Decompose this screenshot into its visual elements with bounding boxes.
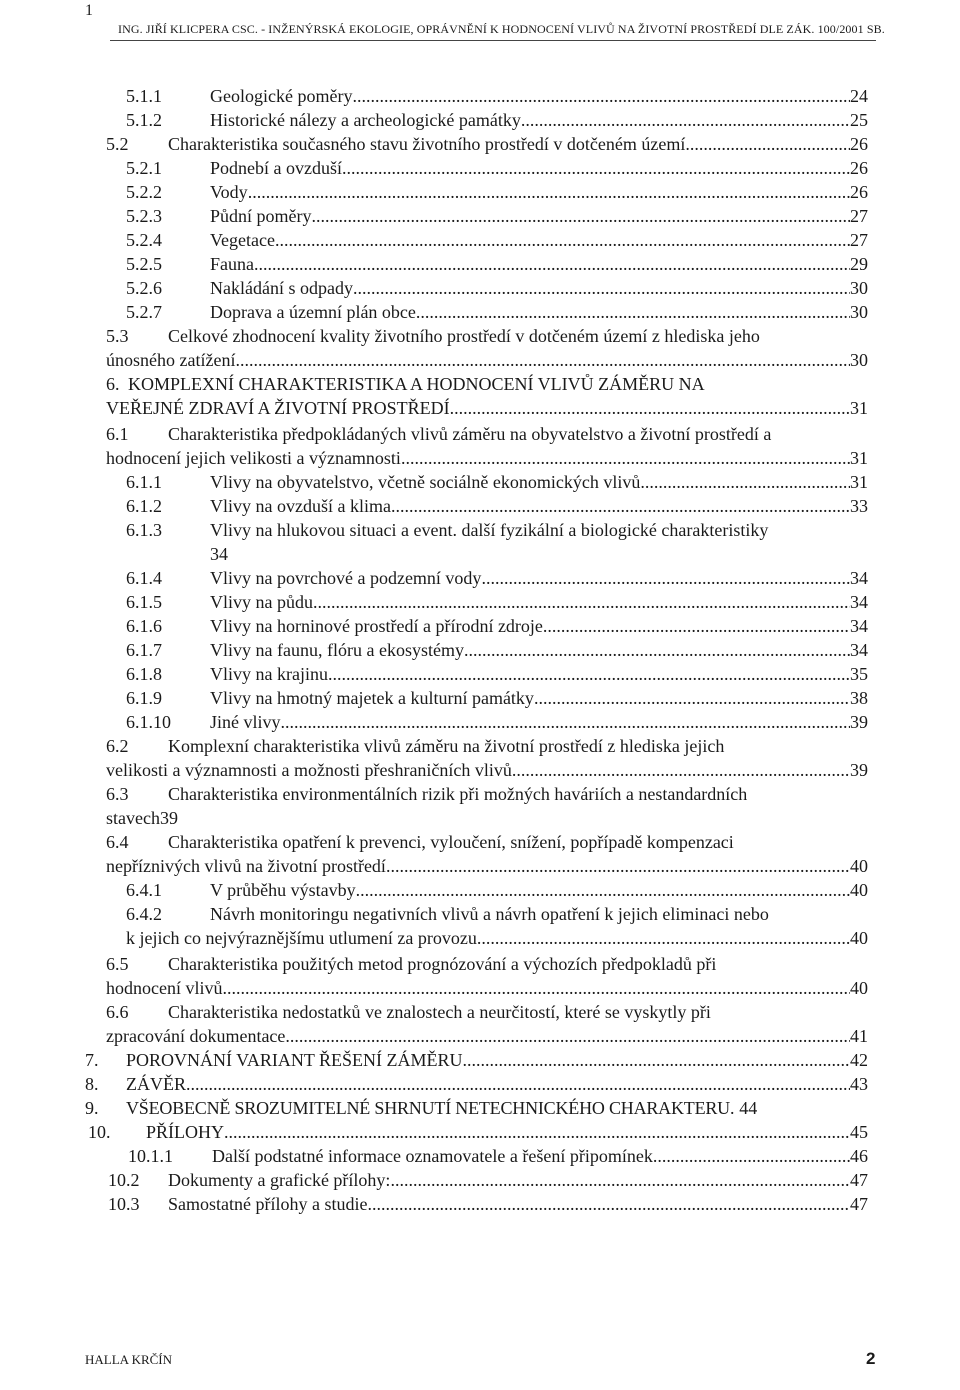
toc-label: POROVNÁNÍ VARIANT ŘEŠENÍ ZÁMĚRU [126, 1050, 463, 1070]
toc-page: 24 [850, 86, 868, 106]
toc-page: 40 [850, 978, 868, 998]
toc-label: stavech [106, 808, 160, 828]
toc-label: Vlivy na hlukovou situaci a event. další fyzikální a biologické charakteristiky [210, 520, 769, 540]
toc-number: 6.1.3 [126, 520, 162, 540]
toc-label: Samostatné přílohy a studie [168, 1194, 368, 1214]
toc-page: 42 [850, 1050, 868, 1070]
toc-label-line: Návrh monitoringu negativních vlivů a návrh opatření k jejich eliminaci nebo [210, 904, 769, 924]
toc-label: Historické nálezy a archeologické památky [210, 110, 521, 130]
toc-number: 6.3 [106, 784, 129, 804]
toc-number: 10.2 [108, 1170, 140, 1190]
toc-label: Jiné vlivy [210, 712, 281, 732]
toc-page: 46 [850, 1146, 868, 1166]
toc-page: 30 [850, 350, 868, 370]
toc-label: Nakládání s odpady [210, 278, 353, 298]
toc-page: 40 [850, 880, 868, 900]
page-header: ING. JIŘÍ KLICPERA CSC. - INŽENÝRSKÁ EKOLOGIE, OPRÁVNĚNÍ K HODNOCENÍ VLIVŮ NA ŽIVOTNÍ PROSTŘEDÍ DLE ZÁK. 100/2001 SB. [118, 22, 885, 36]
toc-page: 26 [850, 182, 868, 202]
toc-label-line: Charakteristika nedostatků ve znalostech a neurčitostí, které se vyskytly při [168, 1002, 711, 1022]
footer-author: HALLA KRČÍN [85, 1352, 173, 1367]
toc-page: 34 [850, 640, 868, 660]
toc-page: 26 [850, 158, 868, 178]
toc-label: Vlivy na obyvatelstvo, včetně sociálně ekonomických vlivů [210, 472, 641, 492]
toc-label: hodnocení jejich velikosti a významnosti [106, 448, 401, 468]
toc-number: 10.3 [108, 1194, 140, 1214]
toc-page: 47 [850, 1170, 868, 1190]
toc-number: 6.2 [106, 736, 129, 756]
toc-page: 45 [850, 1122, 868, 1142]
toc-label: Vlivy na hmotný majetek a kulturní památky [210, 688, 534, 708]
toc-page: 30 [850, 302, 868, 322]
toc-page: 44 [739, 1098, 758, 1118]
toc-label: zpracování dokumentace [106, 1026, 286, 1046]
toc-number: 6.1.6 [126, 616, 162, 636]
toc-page: 34 [210, 544, 228, 564]
toc-page: 29 [850, 254, 868, 274]
toc-page: 34 [850, 568, 868, 588]
toc-label: ZÁVĚR [126, 1074, 186, 1094]
toc-page: 34 [850, 592, 868, 612]
toc-label: únosného zatížení [106, 350, 236, 370]
toc-page: 40 [850, 928, 868, 948]
toc-label: Vody [210, 182, 248, 202]
toc-label-line: Celkové zhodnocení kvality životního prostředí v dotčeném území z hlediska jeho [168, 326, 760, 346]
toc-page: 26 [850, 134, 868, 154]
toc-page: 31 [850, 472, 868, 492]
toc-label-line: Komplexní charakteristika vlivů záměru na životní prostředí z hlediska jejich [168, 736, 725, 756]
toc-label: Vlivy na půdu [210, 592, 313, 612]
toc-number: 6.1 [106, 424, 129, 444]
corner-page-number: 1 [85, 2, 93, 19]
toc-number: 5.3 [106, 326, 129, 346]
toc-number: 9. [85, 1098, 99, 1118]
toc-page: 25 [850, 110, 868, 130]
toc-page: 30 [850, 278, 868, 298]
toc-number: 6.1.4 [126, 568, 162, 588]
toc-label: Podnebí a ovzduší [210, 158, 342, 178]
toc-page: 27 [850, 230, 868, 250]
toc-label: PŘÍLOHY [146, 1122, 225, 1142]
toc-number: 10.1.1 [128, 1146, 173, 1166]
toc-page: 33 [850, 496, 868, 516]
toc-page: 35 [850, 664, 868, 684]
toc-label: Dokumenty a grafické přílohy: [168, 1170, 391, 1190]
toc-label-line: Charakteristika environmentálních rizik při možných haváriích a nestandardních [168, 784, 748, 804]
toc-label: Vlivy na horninové prostředí a přírodní zdroje [210, 616, 543, 636]
toc-number: 5.2.1 [126, 158, 162, 178]
toc-page: 39 [850, 712, 868, 732]
toc-number: 6.1.7 [126, 640, 162, 660]
toc-number: 5.1.1 [126, 86, 162, 106]
toc-page: 34 [850, 616, 868, 636]
toc-page: 43 [850, 1074, 868, 1094]
toc-label: nepříznivých vlivů na životní prostředí [106, 856, 386, 876]
toc-number: 6.5 [106, 954, 129, 974]
toc-page: 41 [850, 1026, 868, 1046]
toc-number: 6.4.1 [126, 880, 162, 900]
toc-label: k jejich co nejvýraznějšímu utlumení za provozu [126, 928, 477, 948]
toc-entry[interactable] [106, 806, 178, 830]
toc-label: Vlivy na faunu, flóru a ekosystémy [210, 640, 464, 660]
toc-label: V průběhu výstavby [210, 880, 356, 900]
toc-page: 39 [850, 760, 868, 780]
toc-label-line: Charakteristika použitých metod prognózování a výchozích předpokladů při [168, 954, 717, 974]
toc-number: 6.1.1 [126, 472, 162, 492]
toc-number: 5.1.2 [126, 110, 162, 130]
toc-label: Vlivy na ovzduší a klima [210, 496, 391, 516]
toc-label-line: Charakteristika opatření k prevenci, vyloučení, snížení, popřípadě kompenzaci [168, 832, 734, 852]
toc-label: Doprava a územní plán obce [210, 302, 416, 322]
toc-label-line: Charakteristika předpokládaných vlivů záměru na obyvatelstvo a životní prostředí a [168, 424, 772, 444]
toc-page: 27 [850, 206, 868, 226]
toc-number: 6.1.9 [126, 688, 162, 708]
footer-page-number: 2 [866, 1349, 876, 1368]
toc-label: Vegetace [210, 230, 275, 250]
toc-label-line: KOMPLEXNÍ CHARAKTERISTIKA A HODNOCENÍ VLIVŮ ZÁMĚRU NA [128, 374, 705, 394]
toc-number: 10. [88, 1122, 111, 1142]
toc-page: 38 [850, 688, 868, 708]
toc-number: 6.1.5 [126, 592, 162, 612]
toc-number: 5.2.2 [126, 182, 162, 202]
header-rule [110, 40, 876, 41]
toc-number: 5.2.7 [126, 302, 162, 322]
toc-number: 5.2.3 [126, 206, 162, 226]
toc-label: Vlivy na povrchové a podzemní vody [210, 568, 482, 588]
toc-number: 8. [85, 1074, 99, 1094]
toc-page: 39 [159, 808, 178, 828]
toc-number: 6.1.10 [126, 712, 171, 732]
toc-number: 5.2.6 [126, 278, 162, 298]
toc-number: 7. [85, 1050, 99, 1070]
toc-page: 40 [850, 856, 868, 876]
toc-number: 6.1.2 [126, 496, 162, 516]
toc-label: VŠEOBECNĚ SROZUMITELNÉ SHRNUTÍ NETECHNICKÉHO CHARAKTERU. [126, 1098, 735, 1118]
toc-label: Geologické poměry [210, 86, 353, 106]
toc-number: 5.2.5 [126, 254, 162, 274]
toc-page: 31 [850, 448, 868, 468]
toc-label: VEŘEJNÉ ZDRAVÍ A ŽIVOTNÍ PROSTŘEDÍ [106, 398, 450, 418]
toc-number: 6.6 [106, 1002, 129, 1022]
toc-label: hodnocení vlivů [106, 978, 223, 998]
toc-number: 5.2.4 [126, 230, 162, 250]
toc-number: 6. [106, 374, 120, 394]
toc-page: 47 [850, 1194, 868, 1214]
toc-label: Fauna [210, 254, 254, 274]
toc-label: Půdní poměry [210, 206, 312, 226]
toc-number: 6.4 [106, 832, 129, 852]
toc-number: 6.4.2 [126, 904, 162, 924]
toc-page: 31 [850, 398, 868, 418]
toc-label: Další podstatné informace oznamovatele a řešení připomínek [212, 1146, 653, 1166]
toc-label: velikosti a významnosti a možnosti přeshraničních vlivů [106, 760, 512, 780]
toc-number: 5.2 [106, 134, 129, 154]
toc-label: Charakteristika současného stavu životního prostředí v dotčeném území [168, 134, 686, 154]
toc-label: Vlivy na krajinu [210, 664, 328, 684]
toc-number: 6.1.8 [126, 664, 162, 684]
